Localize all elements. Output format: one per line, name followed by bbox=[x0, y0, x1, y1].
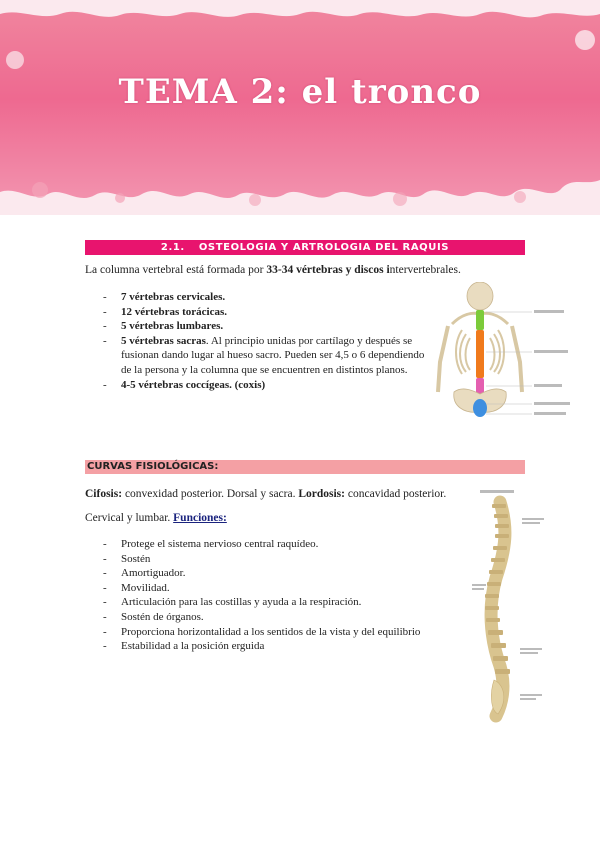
list-item bbox=[103, 334, 433, 378]
vertebrae-list bbox=[103, 290, 433, 392]
curvas-paragraph bbox=[85, 488, 446, 500]
curvas-heading: CURVAS FISIOLÓGICAS: bbox=[85, 460, 525, 474]
list-item-bold: 5 vértebras lumbares. bbox=[121, 320, 224, 333]
list-item: - Articulación para las costillas y ayuda a la respiración. bbox=[103, 595, 453, 610]
list-item bbox=[103, 378, 433, 393]
list-item: - Movilidad. bbox=[103, 581, 453, 596]
list-item: - Amortiguador. bbox=[103, 566, 453, 581]
list-item-bold: 12 vértebras torácicas. bbox=[121, 305, 227, 318]
intro-prefix: La columna vertebral está formada por bbox=[85, 264, 267, 276]
intro-paragraph bbox=[85, 264, 461, 276]
list-item-bold: 7 vértebras cervicales. bbox=[121, 291, 226, 303]
spine-lateral-illustration bbox=[470, 488, 550, 723]
page-title: TEMA 2: el tronco bbox=[118, 72, 482, 112]
list-item: - Proporciona horizontalidad a los sentidos de la vista y del equilibrio bbox=[103, 625, 453, 640]
lordosis-text: concavidad posterior. bbox=[345, 488, 447, 500]
list-item: - Sostén de órganos. bbox=[103, 610, 453, 625]
section-number: 2.1. bbox=[160, 242, 185, 253]
list-item: - Estabilidad a la posición erguida bbox=[103, 639, 453, 654]
section-header bbox=[85, 240, 525, 255]
intro-bold: 33-34 vértebras y discos i bbox=[266, 264, 390, 276]
cifosis-text: convexidad posterior. Dorsal y sacra. bbox=[122, 488, 299, 500]
list-item bbox=[103, 319, 433, 334]
section-title: OSTEOLOGIA Y ARTROLOGIA DEL RAQUIS bbox=[198, 242, 450, 253]
funciones-list bbox=[103, 537, 453, 654]
list-item-bold: 4-5 vértebras coccígeas. (coxis) bbox=[121, 378, 266, 391]
list-item-bold: 5 vértebras sacras bbox=[121, 334, 206, 347]
funciones-paragraph bbox=[85, 512, 227, 524]
skeleton-back-illustration bbox=[432, 282, 576, 430]
list-item-text: . Al principio unidas por cartílago y después se fusionan dando lugar al hueso sacro. Pueden ser 4,5 o 6 dependiendo de la persona y la columna que se encuentren en distintos planos. bbox=[121, 334, 425, 376]
funciones-label: Funciones: bbox=[173, 512, 227, 524]
list-item: - Protege el sistema nervioso central raquídeo. bbox=[103, 537, 453, 552]
intro-suffix: ntervertebrales. bbox=[389, 264, 461, 276]
cervical-text: Cervical y lumbar. bbox=[85, 512, 174, 524]
lordosis-label: Lordosis: bbox=[298, 488, 345, 500]
cifosis-label: Cifosis: bbox=[85, 488, 123, 500]
list-item bbox=[103, 290, 433, 305]
list-item bbox=[103, 305, 433, 320]
list-item: - Sostén bbox=[103, 552, 453, 567]
